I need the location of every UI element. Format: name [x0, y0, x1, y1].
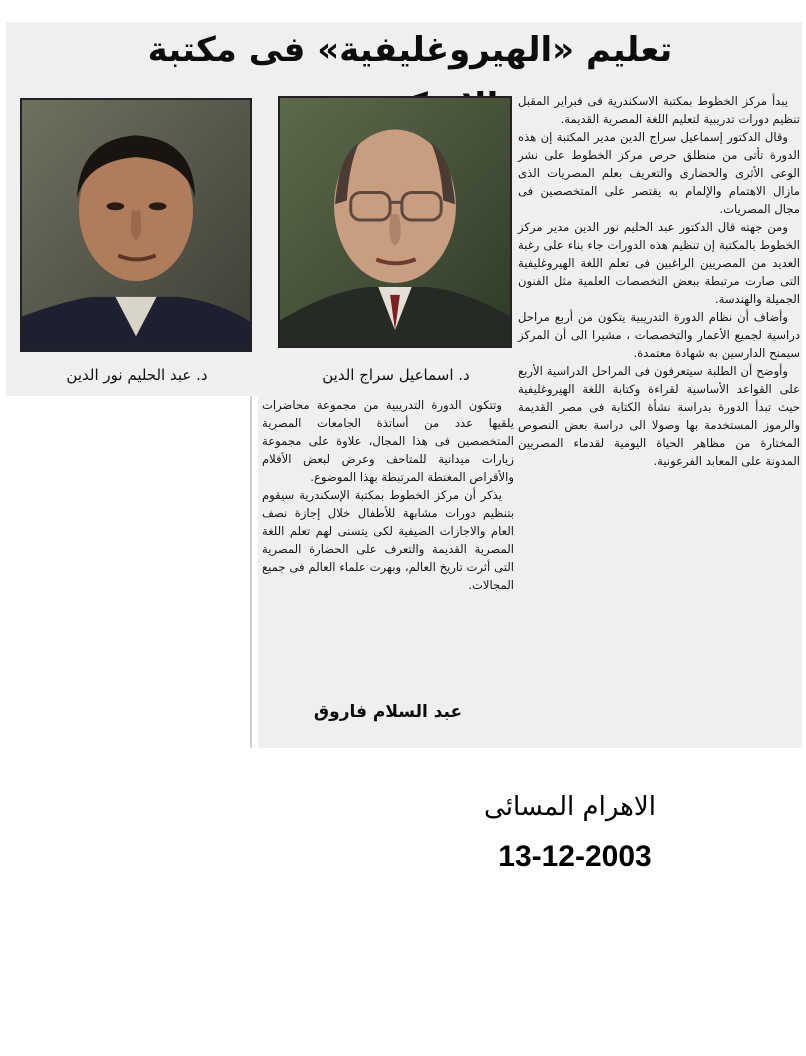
portrait-photo-right [278, 96, 512, 348]
paragraph: وتتكون الدورة التدريبية من مجموعة محاضرات يلقيها عدد من أساتذة الجامعات المصرية المتخصصين فى هذا المجال، علاوة على مجموعة زيارات ميدانية للمتاحف وعرض لبعض الأفلام والأقراص المغنطة المرتبطة بهذا الموضوع. [262, 398, 514, 484]
paragraph: ومن جهته قال الدكتور عبد الحليم نور الدين مدير مركز الخطوط بالمكتبة إن تنظيم هذه الدورات جاء بناء على رغبة العديد من المصريين الراغبين فى تعلم اللغة الهيروغليفية التى صارت مرتبطة ببعض التخصصات العلمية مثل الفنون الجميلة والهندسة. [518, 220, 800, 306]
article-column-right [518, 92, 800, 732]
publication-date: 13-12-2003 [498, 840, 652, 873]
paragraph: وأضاف أن نظام الدورة التدريبية يتكون من أربع مراحل دراسية لجميع الأعمار والتخصصات ، مشيرا الى أن المركز سيمنح الدارسين به شهادة معتمدة. [518, 310, 800, 360]
headline: تعليم «الهيروغليفية» فى مكتبة [147, 30, 673, 70]
paragraph: وأوضح أن الطلبة سيتعرفون فى المراحل الدراسية الأربع على القواعد الأساسية لقراءة وكتابة اللغة الهيروغليفية حيث تبدأ الدورة بدراسة نشأة الكتابة فى مصر القديمة والرموز المستخدمة بها وصولا الى دراسة بعض النصوص المختارة من مظاهر الحياة اليومية لقدماء المصريين المدونة على المعابد الفرعونية. [518, 364, 800, 468]
paragraph: يبدأ مركز الخطوط بمكتبة الاسكندرية فى فبراير المقبل تنظيم دورات تدريبية لتعليم اللغة المصرية القديمة. [518, 94, 800, 126]
caption-right: د. اسماعيل سراج الدين [322, 366, 470, 384]
paragraph: وقال الدكتور إسماعيل سراج الدين مدير المكتبة إن هذه الدورة تأتى من منطلق حرص مركز الخطوط على نشر الوعى الأثرى والحضارى والتعريف بعلم المصريات الذى مازال الاهتمام والإلمام به يقتصر على المتخصصين فى مجال المصريات. [518, 130, 800, 216]
portrait-image-right [280, 98, 510, 346]
clipping-edge [250, 396, 252, 748]
article-column-middle [262, 396, 514, 708]
portrait-photo-left [20, 98, 252, 352]
portrait-image-left [22, 100, 250, 350]
author-byline: عبد السلام فاروق [313, 702, 463, 722]
caption-left: د. عبد الحليم نور الدين [66, 366, 208, 384]
newspaper-source: الاهرام المسائى [484, 792, 656, 822]
paragraph: يذكر أن مركز الخطوط بمكتبة الإسكندرية سيقوم بتنظيم دورات مشابهة للأطفال خلال إجازة نصف العام والاجازات الصيفية لكى يتسنى لهم تعلم اللغة المصرية القديمة والتعرف على الحضارة المصرية التى أثرت تاريخ العالم، وبهرت علماء العالم فى جميع المجالات. [262, 488, 514, 592]
